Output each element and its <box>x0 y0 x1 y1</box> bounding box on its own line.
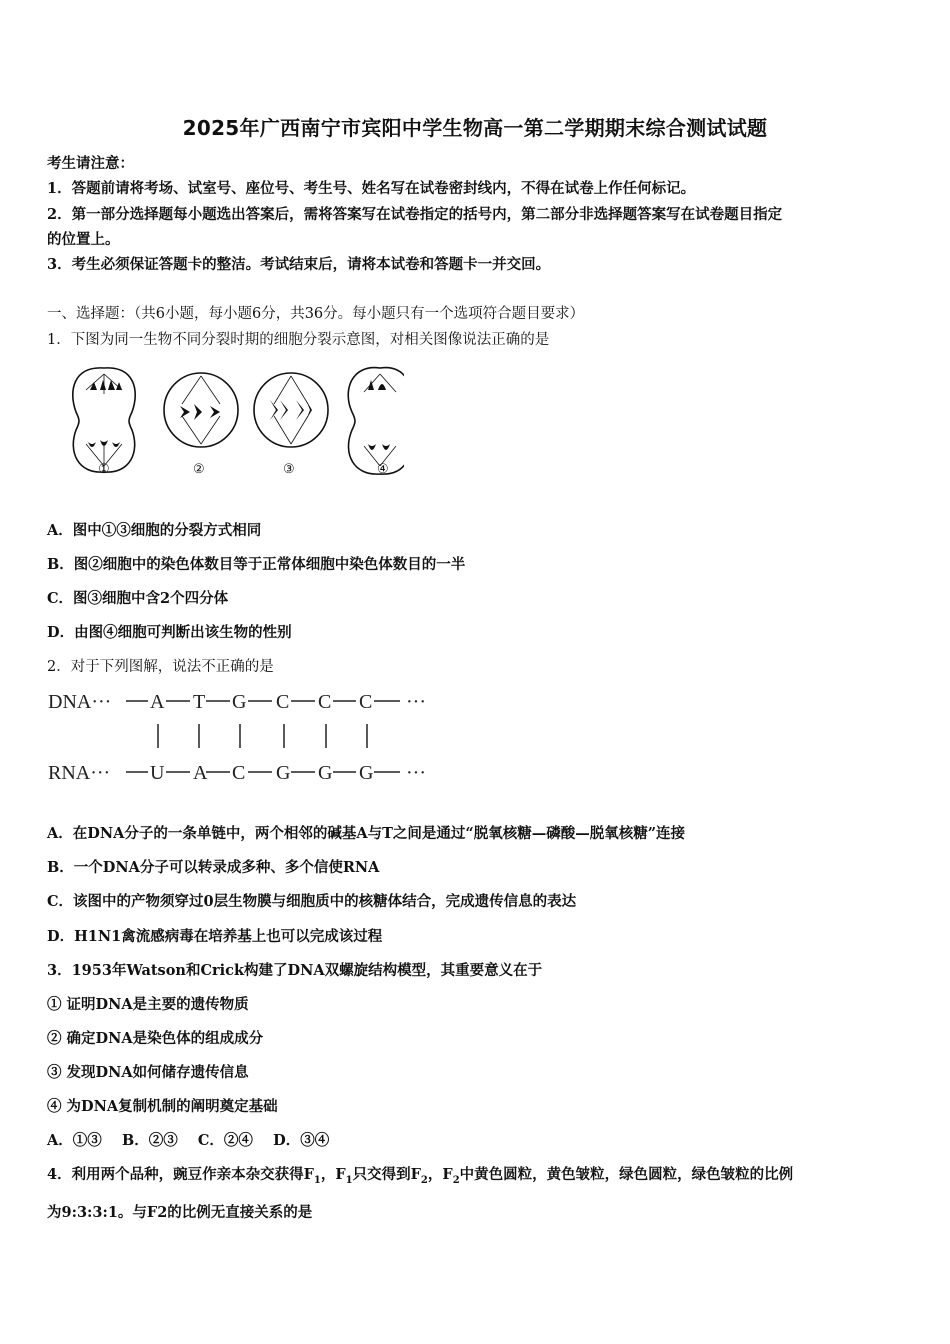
q1-option-d: D．由图④细胞可判断出该生物的性别 <box>47 624 292 641</box>
q3-item-1: ① 证明DNA是主要的遗传物质 <box>47 996 249 1013</box>
q4-stem-cont: 为9:3:3:1。与F2的比例无直接关系的是 <box>47 1204 313 1221</box>
notice-item-2-cont: 的位置上。 <box>47 231 120 248</box>
q2-option-d: D．H1N1禽流感病毒在培养基上也可以完成该过程 <box>47 928 383 945</box>
notice-item-1: 1．答题前请将考场、试室号、座位号、考生号、姓名写在试卷密封线内，不得在试卷上作任何标记。 <box>47 180 696 197</box>
q2-option-c: C．该图中的产物须穿过0层生物膜与细胞质中的核糖体结合，完成遗传信息的表达 <box>47 893 577 910</box>
page-title: 2025年广西南宁市宾阳中学生物高一第二学期期末综合测试试题 <box>182 116 768 140</box>
dna-base-3: G <box>232 691 247 713</box>
dna-base-6: C <box>359 691 373 713</box>
cell-label-3: ③ <box>283 462 295 477</box>
dna-base-5: C <box>318 691 332 713</box>
q1-option-c: C．图③细胞中含2个四分体 <box>47 590 229 607</box>
dna-label: DNA··· <box>48 691 112 713</box>
cell-2-membrane <box>164 373 238 447</box>
notice-heading: 考生请注意： <box>47 155 134 172</box>
q3-stem: 3．1953年Watson和Crick构建了DNA双螺旋结构模型，其重要意义在于 <box>47 962 543 979</box>
dna-base-4: C <box>276 691 290 713</box>
q3-options: A．①③ B．②③ C．②④ D．③④ <box>47 1132 330 1149</box>
notice-item-2: 2．第一部分选择题每小题选出答案后，需将答案写在试卷指定的括号内，第二部分非选择题答案写在试卷题目指定 <box>47 206 783 223</box>
rna-base-5: G <box>318 762 333 784</box>
rna-base-6: G <box>359 762 374 784</box>
rna-ellipsis: ··· <box>406 762 426 784</box>
cell-label-2: ② <box>193 462 205 477</box>
q2-option-b: B．一个DNA分子可以转录成多种、多个信使RNA <box>47 859 380 876</box>
q3-item-3: ③ 发现DNA如何储存遗传信息 <box>47 1064 249 1081</box>
q2-option-a: A．在DNA分子的一条单链中，两个相邻的碱基A与T之间是通过“脱氧核糖—磷酸—脱氧核糖”连接 <box>47 825 686 842</box>
q4-stem: 4．利用两个品种，豌豆作亲本杂交获得$F_1$，$F_1$只交得到$F_2$，$F_2$中黄色圆粒，黄色皱粒，绿色圆粒，绿色皱粒的比例 <box>47 1166 794 1186</box>
cell-division-figure <box>64 360 404 485</box>
cell-label-4: ④ <box>377 462 389 477</box>
q1-option-a: A．图中①③细胞的分裂方式相同 <box>47 522 262 539</box>
rna-base-2: A <box>193 762 208 784</box>
dna-base-2: T <box>193 691 206 713</box>
dna-base-1: A <box>150 691 165 713</box>
q3-item-2: ② 确定DNA是染色体的组成成分 <box>47 1030 264 1047</box>
rna-base-3: C <box>232 762 246 784</box>
q1-stem: 1．下图为同一生物不同分裂时期的细胞分裂示意图，对相关图像说法正确的是 <box>47 332 550 348</box>
q1-option-b: B．图②细胞中的染色体数目等于正常体细胞中染色体数目的一半 <box>47 556 466 573</box>
section-heading: 一、选择题：（共6小题，每小题6分，共36分。每小题只有一个选项符合题目要求） <box>47 306 585 322</box>
rna-base-1: U <box>150 762 165 784</box>
dna-ellipsis: ··· <box>406 691 426 713</box>
notice-item-3: 3．考生必须保证答题卡的整洁。考试结束后，请将本试卷和答题卡一并交回。 <box>47 256 551 273</box>
cell-4-membrane <box>348 368 404 475</box>
rna-base-4: G <box>276 762 291 784</box>
q2-stem: 2．对于下列图解，说法不正确的是 <box>47 659 274 675</box>
rna-label: RNA··· <box>48 762 111 784</box>
cell-3-membrane <box>254 373 328 447</box>
dna-rna-diagram <box>48 686 448 786</box>
cell-label-1: ① <box>98 462 110 477</box>
q3-item-4: ④ 为DNA复制机制的阐明奠定基础 <box>47 1098 278 1115</box>
